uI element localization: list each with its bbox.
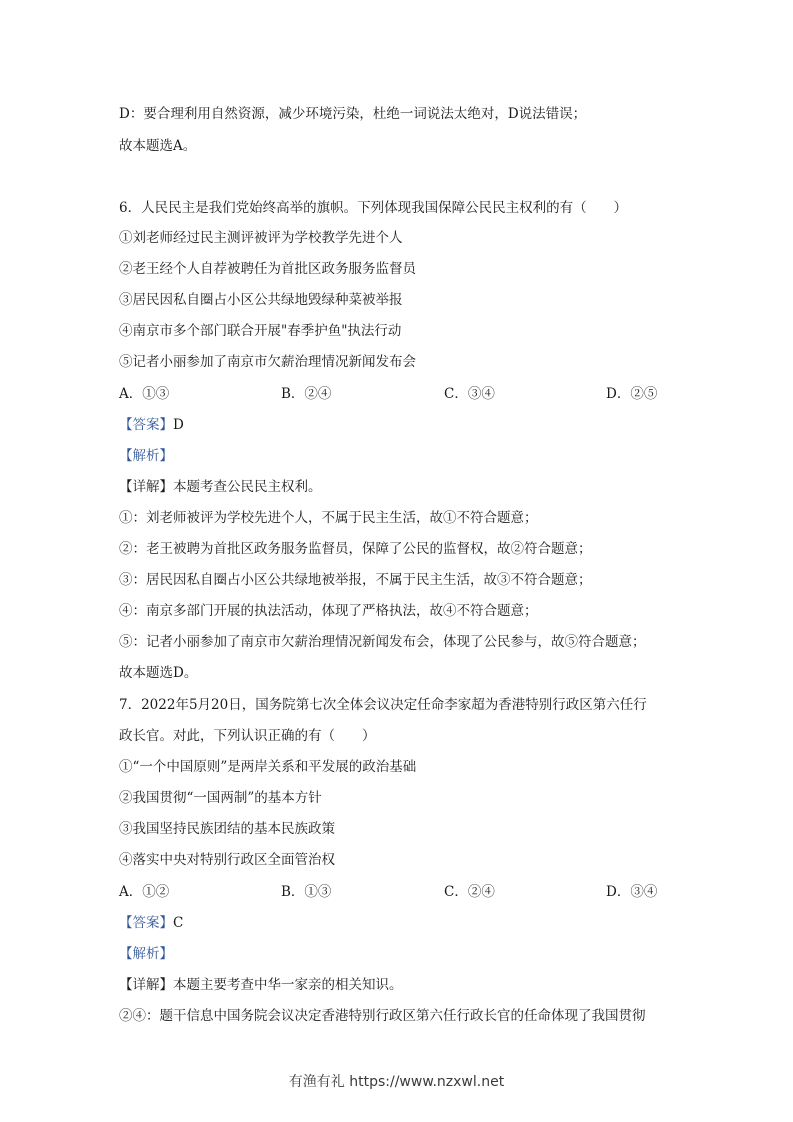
q6-analysis-line <box>119 447 173 465</box>
q7-item-1: ①“一个中国原则”是两岸关系和平发展的政治基础 <box>119 759 417 775</box>
q6-analysis-tag: 【解析】 <box>119 448 173 464</box>
q6-item-1: ①刘老师经过民主测评被评为学校教学先进个人 <box>119 230 403 246</box>
q6-conclusion: 故本题选D。 <box>119 665 198 681</box>
q7-option-a: A．①② <box>119 884 170 900</box>
q7-analysis-line <box>119 945 173 963</box>
q6-option-c: C．③④ <box>444 386 495 402</box>
q6-item-3: ③居民因私自圈占小区公共绿地毁绿种菜被举报 <box>119 292 403 308</box>
q6-option-a: A．①③ <box>119 386 170 402</box>
q6-detail-line <box>119 478 322 496</box>
q7-option-d: D．③④ <box>606 884 658 900</box>
q6-stem: 6．人民民主是我们党始终高举的旗帜。下列体现我国保障公民民主权利的有（ ） <box>119 200 628 216</box>
q7-analysis-tag: 【解析】 <box>119 946 173 962</box>
q6-explanation-3: ③：居民因私自圈占小区公共绿地被举报，不属于民主生活，故③不符合题意； <box>119 572 592 588</box>
q7-answer: C <box>173 915 184 931</box>
q7-detail-line <box>119 976 403 994</box>
q6-detail-tag: 【详解】 <box>119 479 173 495</box>
q7-answer-line <box>119 914 183 932</box>
q6-answer-tag: 【答案】 <box>119 417 173 433</box>
q7-detail-tag: 【详解】 <box>119 977 173 993</box>
q7-options <box>119 883 679 901</box>
q6-options <box>119 385 679 403</box>
q6-option-b: B．②④ <box>281 386 332 402</box>
q6-option-d: D．②⑤ <box>606 386 658 402</box>
q6-answer-line <box>119 416 184 434</box>
q7-answer-tag: 【答案】 <box>119 915 173 931</box>
q6-item-5: ⑤记者小丽参加了南京市欠薪治理情况新闻发布会 <box>119 354 416 370</box>
q7-item-3: ③我国坚持民族团结的基本民族政策 <box>119 821 335 837</box>
footer-watermark: 有渔有礼 https://www.nzxwl.net <box>288 1074 505 1090</box>
q6-detail-text: 本题考查公民民主权利。 <box>173 479 322 495</box>
q7-option-c: C．②④ <box>444 884 495 900</box>
q6-item-4: ④南京市多个部门联合开展"春季护鱼"执法行动 <box>119 323 402 339</box>
q7-stem-line-2: 政长官。对此，下列认识正确的有（ ） <box>119 728 376 744</box>
q7-explanation-1: ②④：题干信息中国务院会议决定香港特别行政区第六任行政长官的任命体现了我国贯彻 <box>119 1008 646 1024</box>
q7-stem-line-1: 7．2022年5月20日，国务院第七次全体会议决定任命李家超为香港特别行政区第六任行 <box>119 697 647 713</box>
prev-conclusion: 故本题选A。 <box>119 138 197 154</box>
q6-answer: D <box>173 417 184 433</box>
q7-item-2: ②我国贯彻“一国两制”的基本方针 <box>119 790 322 806</box>
prev-answer-d-line: D：要合理利用自然资源，减少环境污染，杜绝一词说法太绝对，D说法错误； <box>119 106 587 122</box>
q6-explanation-5: ⑤：记者小丽参加了南京市欠薪治理情况新闻发布会，体现了公民参与，故⑤符合题意； <box>119 634 646 650</box>
q7-option-b: B．①③ <box>281 884 332 900</box>
q6-explanation-4: ④：南京多部门开展的执法活动，体现了严格执法，故④不符合题意； <box>119 603 538 619</box>
q7-detail-text: 本题主要考查中华一家亲的相关知识。 <box>173 977 403 993</box>
q6-explanation-2: ②：老王被聘为首批区政务服务监督员，保障了公民的监督权，故②符合题意； <box>119 541 592 557</box>
q6-item-2: ②老王经个人自荐被聘任为首批区政务服务监督员 <box>119 261 416 277</box>
q7-item-4: ④落实中央对特别行政区全面管治权 <box>119 852 335 868</box>
q6-explanation-1: ①：刘老师被评为学校先进个人，不属于民主生活，故①不符合题意； <box>119 510 538 526</box>
